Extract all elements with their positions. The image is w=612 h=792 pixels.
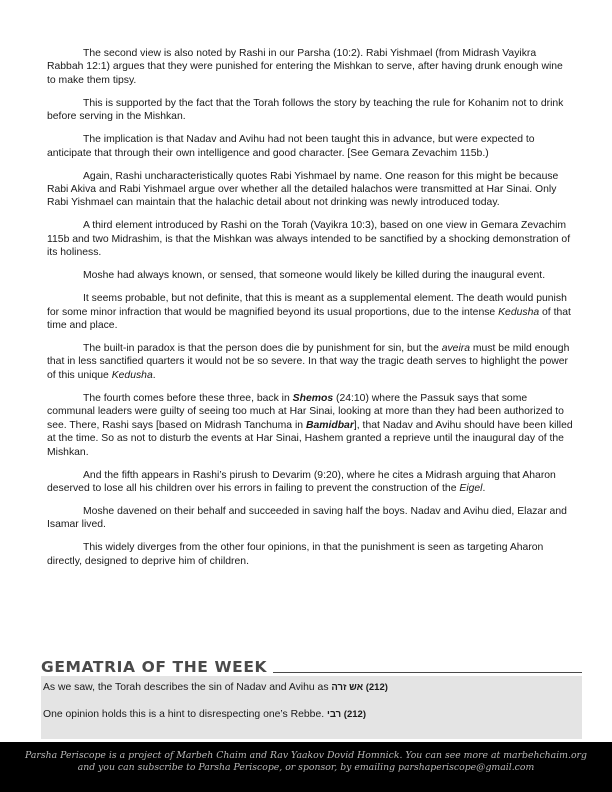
paragraph-text: It seems probable, but not definite, that this is meant as a supplemental element. The death would punish for some minor infraction that would be magnified beyond its usual proportions, due to the intense [47, 293, 567, 318]
gematria-line-2 [43, 708, 580, 721]
paragraph [47, 469, 574, 496]
paragraph-text: aveira [441, 343, 471, 355]
gematria-box [41, 676, 582, 739]
footer-bar [0, 742, 612, 792]
paragraph [47, 269, 574, 282]
paragraph-text: The built-in paradox is that the person does die by punishment for sin, but the [83, 343, 442, 355]
paragraph [47, 97, 574, 124]
paragraph-text: The implication is that Nadav and Avihu had not been taught this in advance, but were expected to anticipate that through their own intelligence and good character. [See Gemara Zevachim 115b.) [47, 134, 535, 159]
footer-line-2: and you can subscribe to Parsha Periscope, or sponsor, by emailing parshaperiscope@gmail.com [77, 762, 535, 773]
heading-rule [273, 672, 582, 673]
paragraph-text: . [482, 482, 486, 494]
paragraph [47, 47, 574, 87]
gematria-line-1-text: As we saw, the Torah describes the sin of Nadav and Avihu as [43, 682, 332, 693]
paragraph-text: . [152, 369, 156, 381]
paragraph-text: The fourth comes before these three, back in [83, 392, 293, 404]
paragraph-text: of that time and place. [47, 306, 571, 332]
paragraph [47, 219, 574, 259]
paragraph [47, 133, 574, 160]
gematria-line-2-text: One opinion holds this is a hint to disrespecting one’s Rebbe. [43, 709, 327, 720]
gematria-heading: GEMATRIA OF THE WEEK [41, 658, 268, 676]
gematria-line-2-hebrew: (212) רבי [327, 709, 366, 720]
paragraph-text: Eigel [459, 482, 483, 494]
paragraph [47, 292, 574, 332]
paragraph-text: (24:10) where the Passuk says that some communal leaders were guilty of seeing too much at Har Sinai, looking at more than they had been authorized to see. There, Rashi says [based on Midrash Tanchuma in [47, 392, 564, 431]
paragraph-text: Moshe davened on their behalf and succeeded in saving half the boys. Nadav and Avihu died, Elazar and Isamar lived. [47, 505, 567, 531]
gematria-line-1-hebrew: (212) אש זרה [331, 682, 388, 693]
paragraph [47, 392, 574, 459]
paragraph [47, 541, 574, 568]
footer-line-1: Parsha Periscope is a project of Marbeh Chaim and Rav Yaakov Dovid Homnick. You can see more at marbehchaim.org [25, 750, 587, 761]
paragraph-text: Kedusha [498, 306, 540, 318]
paragraph-text: Again, Rashi uncharacteristically quotes Rabi Yishmael by name. One reason for this might be because Rabi Akiva and Rabi Yishmael argue over whether all the detailed halachos were transmitted at Har Sinai. Only Rabi Yishmael can maintain that the halachic detail about not drinking was newly introduced today. [47, 170, 559, 209]
gematria-heading-row [41, 654, 582, 676]
paragraph-text: Moshe had always known, or sensed, that someone would likely be killed during the inaugural event. [83, 270, 546, 282]
paragraph-text: Kedusha [111, 369, 153, 381]
paragraph-text: must be mild enough that in less sanctified quarters it would not be so severe. In that way the tragic death serves to highlight the power of this unique [47, 343, 570, 381]
paragraph-text: And the fifth appears in Rashi’s pirush to Devarim (9:20), where he cites a Midrash arguing that Aharon deserved to lose all his children over his errors in failing to prevent the construction of the [47, 469, 556, 494]
gematria-section [41, 654, 582, 739]
paragraph-text: This widely diverges from the other four opinions, in that the punishment is seen as targeting Aharon directly, designed to deprive him of children. [47, 542, 544, 567]
paragraph-text: Bamidbar [305, 419, 354, 431]
paragraph [47, 342, 574, 382]
paragraph-text: ], that Nadav and Avihu should have been killed at the time. So as not to disturb the events at Har Sinai, Hashem granted a reprieve until the inaugural day of the Mishkan. [47, 419, 573, 458]
gematria-line-1 [43, 681, 580, 694]
paragraph-text: Shemos [292, 392, 334, 404]
paragraph-text: The second view is also noted by Rashi in our Parsha (10:2). Rabi Yishmael (from Midrash Vayikra Rabbah 12:1) argues that they were punished for entering the Mishkan to serve, after having drunk enough wine to make them tipsy. [47, 48, 563, 86]
paragraph [47, 505, 574, 532]
paragraph-text: A third element introduced by Rashi on the Torah (Vayikra 10:3), based on one view in Gemara Zevachim 115b and two Midrashim, is that the Mishkan was always intended to be sanctified by a shocking demonstration of its holiness. [47, 220, 571, 259]
paragraph-text: This is supported by the fact that the Torah follows the story by teaching the rule for Kohanim not to drink before serving in the Mishkan. [47, 97, 564, 123]
article-body [47, 47, 574, 578]
paragraph [47, 170, 574, 210]
